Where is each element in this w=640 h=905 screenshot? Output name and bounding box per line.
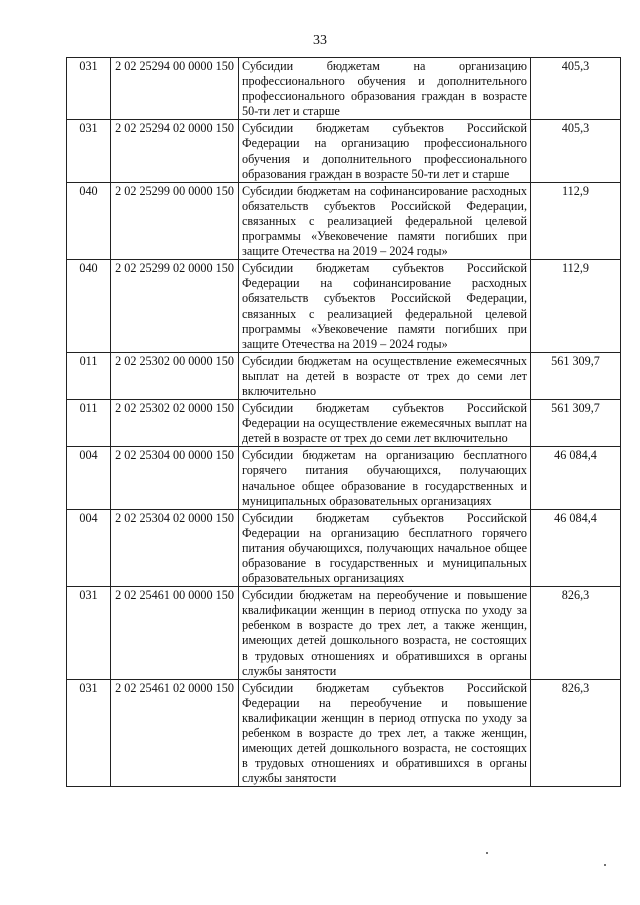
budget-classification-code-cell: 2 02 25302 02 0000 150 — [111, 400, 239, 447]
amount-cell: 561 309,7 — [531, 400, 621, 447]
admin-code-cell: 011 — [67, 352, 111, 399]
revenue-description-cell: Субсидии бюджетам субъектов Российской Федерации на переобучение и повышение квалификации женщин в период отпуска по уходу за ребенком в возрасте до трех лет, а также женщин, имеющих детей дошкольного возраста, не состоящих в трудовых отношениях и обратившихся в органы службы занятости — [239, 679, 531, 787]
amount-cell: 46 084,4 — [531, 509, 621, 586]
revenue-description-cell: Субсидии бюджетам субъектов Российской Федерации на организацию профессионального обучения и дополнительного профессионального образования граждан в возрасте 50-ти лет и старше — [239, 120, 531, 182]
table-row — [67, 587, 621, 680]
budget-classification-code-cell: 2 02 25294 02 0000 150 — [111, 120, 239, 182]
revenue-description-cell: Субсидии бюджетам на осуществление ежемесячных выплат на детей в возрасте от трех до семи лет включительно — [239, 352, 531, 399]
admin-code-cell: 031 — [67, 120, 111, 182]
budget-classification-code-cell: 2 02 25299 02 0000 150 — [111, 260, 239, 353]
amount-cell: 112,9 — [531, 182, 621, 259]
table-row — [67, 182, 621, 259]
budget-revenue-table — [66, 57, 621, 787]
amount-cell: 46 084,4 — [531, 447, 621, 509]
admin-code-cell: 031 — [67, 587, 111, 680]
table-row — [67, 509, 621, 586]
table-row — [67, 352, 621, 399]
budget-classification-code-cell: 2 02 25299 00 0000 150 — [111, 182, 239, 259]
admin-code-cell: 031 — [67, 58, 111, 120]
table-row — [67, 58, 621, 120]
table-row — [67, 120, 621, 182]
revenue-description-cell: Субсидии бюджетам на софинансирование расходных обязательств субъектов Российской Федерации, связанных с реализацией федеральной целевой программы «Увековечение памяти погибших при защите Отечества на 2019 – 2024 годы» — [239, 182, 531, 259]
scan-speck — [486, 852, 488, 854]
admin-code-cell: 040 — [67, 182, 111, 259]
budget-classification-code-cell: 2 02 25304 00 0000 150 — [111, 447, 239, 509]
budget-classification-code-cell: 2 02 25294 00 0000 150 — [111, 58, 239, 120]
table-row — [67, 400, 621, 447]
table-row — [67, 260, 621, 353]
amount-cell: 561 309,7 — [531, 352, 621, 399]
budget-classification-code-cell: 2 02 25461 00 0000 150 — [111, 587, 239, 680]
scan-speck — [604, 864, 606, 866]
amount-cell: 112,9 — [531, 260, 621, 353]
revenue-description-cell: Субсидии бюджетам на организацию профессионального обучения и дополнительного профессионального образования граждан в возрасте 50-ти лет и старше — [239, 58, 531, 120]
amount-cell: 405,3 — [531, 58, 621, 120]
admin-code-cell: 011 — [67, 400, 111, 447]
admin-code-cell: 004 — [67, 447, 111, 509]
amount-cell: 405,3 — [531, 120, 621, 182]
amount-cell: 826,3 — [531, 679, 621, 787]
page-number: 33 — [313, 33, 327, 48]
admin-code-cell: 004 — [67, 509, 111, 586]
revenue-description-cell: Субсидии бюджетам на организацию бесплатного горячего питания обучающихся, получающих начальное общее образование в государственных и муниципальных образовательных организациях — [239, 447, 531, 509]
table-row — [67, 679, 621, 787]
admin-code-cell: 040 — [67, 260, 111, 353]
admin-code-cell: 031 — [67, 679, 111, 787]
amount-cell: 826,3 — [531, 587, 621, 680]
table-row — [67, 447, 621, 509]
budget-classification-code-cell: 2 02 25461 02 0000 150 — [111, 679, 239, 787]
revenue-description-cell: Субсидии бюджетам субъектов Российской Федерации на организацию бесплатного горячего питания обучающихся, получающих начальное общее образование в государственных и муниципальных образовательных организациях — [239, 509, 531, 586]
budget-classification-code-cell: 2 02 25304 02 0000 150 — [111, 509, 239, 586]
revenue-description-cell: Субсидии бюджетам субъектов Российской Федерации на софинансирование расходных обязательств субъектов Российской Федерации, связанных с реализацией федеральной целевой программы «Увековечение памяти погибших при защите Отечества на 2019 – 2024 годы» — [239, 260, 531, 353]
revenue-description-cell: Субсидии бюджетам на переобучение и повышение квалификации женщин в период отпуска по уходу за ребенком в возрасте до трех лет, а также женщин, имеющих детей дошкольного возраста, не состоящих в трудовых отношениях и обратившихся в органы службы занятости — [239, 587, 531, 680]
revenue-description-cell: Субсидии бюджетам субъектов Российской Федерации на осуществление ежемесячных выплат на детей в возрасте от трех до семи лет включительно — [239, 400, 531, 447]
budget-classification-code-cell: 2 02 25302 00 0000 150 — [111, 352, 239, 399]
